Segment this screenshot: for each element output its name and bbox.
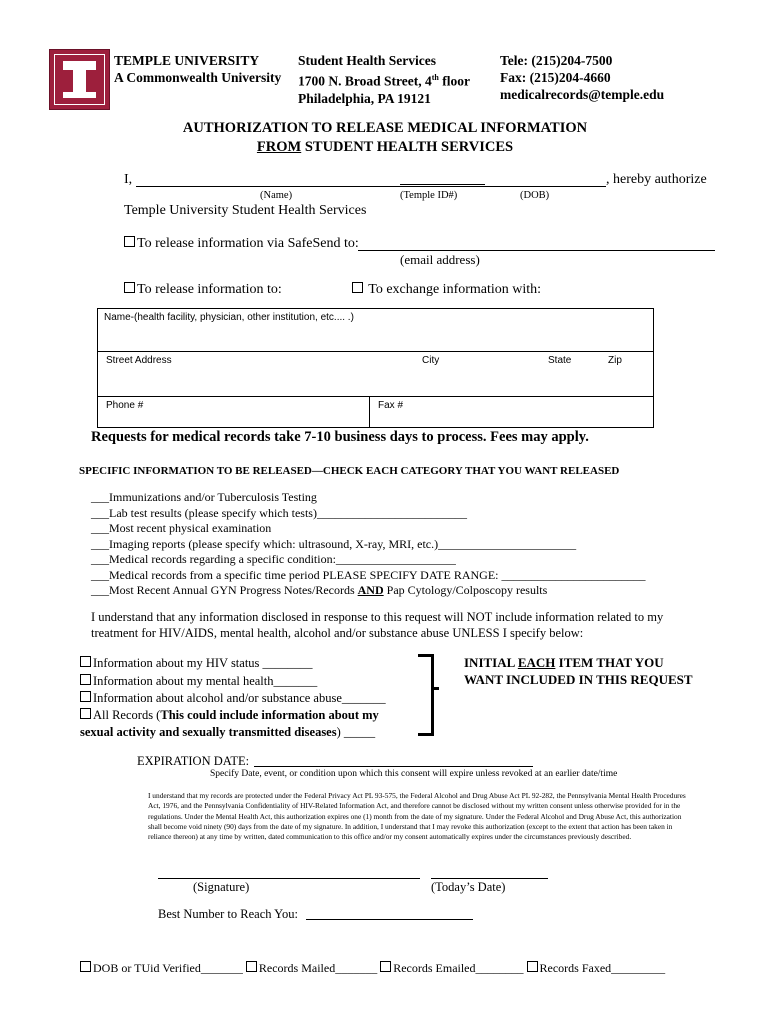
title-line2: FROM STUDENT HEALTH SERVICES bbox=[256, 139, 514, 155]
safesend-email-line[interactable] bbox=[358, 250, 715, 251]
signature-label: (Signature) bbox=[193, 880, 250, 894]
records-faxed-checkbox[interactable] bbox=[527, 961, 538, 972]
title-line1: AUTHORIZATION TO RELEASE MEDICAL INFORMATION bbox=[182, 120, 588, 136]
sensitive-alcohol[interactable]: Information about alcohol and/or substance abuse_______ bbox=[80, 690, 386, 708]
initial-instruction: INITIAL EACH ITEM THAT YOU WANT INCLUDED IN THIS REQUEST bbox=[464, 655, 693, 687]
logo-t-base bbox=[63, 92, 96, 98]
sensitive-hiv[interactable]: Information about my HIV status ________ bbox=[80, 655, 386, 673]
all-records-checkbox[interactable] bbox=[80, 708, 91, 719]
records-emailed-checkbox[interactable] bbox=[380, 961, 391, 972]
university-block bbox=[114, 52, 281, 86]
todays-date-label: (Today’s Date) bbox=[431, 880, 506, 894]
records-mailed-checkbox[interactable] bbox=[246, 961, 257, 972]
office-block bbox=[298, 52, 470, 107]
logo-t-stem bbox=[73, 70, 86, 92]
street-address-field[interactable] bbox=[97, 351, 654, 397]
university-subtitle: A Commonwealth University bbox=[114, 70, 282, 85]
expiration-hint: Specify Date, event, or condition upon which this consent will expire unless revoked at an earlier date/time bbox=[210, 769, 618, 779]
processing-notice: Requests for medical records take 7-10 business days to process. Fees may apply. bbox=[91, 429, 589, 445]
phone-field[interactable]: Phone # bbox=[97, 396, 370, 428]
todays-date-line[interactable] bbox=[431, 878, 548, 879]
category-immunizations[interactable]: ___Immunizations and/or Tuberculosis Testing bbox=[91, 490, 317, 504]
office-address: 1700 N. Broad Street, 4th floor bbox=[298, 73, 470, 89]
legal-disclosure: I understand that my records are protected under the Federal Privacy Act PL 93-575, the Federal Alcohol and Drug Abuse Act PL 92-282, the Pennsylvania Mental Health Procedures Act, 1976, and the Pennsylvania Confidentiality of HIV-Related Information Act, and therefore cannot be disclosed without my written consent unless otherwise provided for in the regulations. Under the Mental Health Act, this authorization expires one (1) month from the date of my signature. Under the Federal Alcohol and Drug Abuse Act, this authorization shall become void ninety (90) days from the date of my signature. In addition, I understand that I may revoke this authorization (except to the extent that action has been taken in reliance thereon) at any time by written, dated communication to this office and/or my consent automatically expires under the circumstances previously described. bbox=[148, 791, 686, 842]
expiration-date-line[interactable] bbox=[254, 766, 533, 767]
authorize-name-line[interactable] bbox=[136, 186, 606, 187]
records-mailed[interactable]: Records Mailed_______ bbox=[246, 961, 377, 975]
safesend-checkbox[interactable] bbox=[124, 236, 135, 247]
best-number-line[interactable] bbox=[306, 919, 473, 920]
category-imaging[interactable]: ___Imaging reports (please specify which: ultrasound, X-ray, MRI, etc.)_______________________ bbox=[91, 536, 577, 551]
sensitive-all-records[interactable]: All Records (This could include information about my sexual activity and sexually transmitted diseases) _____ bbox=[80, 708, 379, 739]
office-name: Student Health Services bbox=[298, 53, 436, 68]
category-lab-results[interactable]: ___Lab test results (please specify which tests)_________________________ bbox=[91, 505, 467, 520]
category-physical-exam[interactable]: ___Most recent physical examination bbox=[91, 521, 272, 535]
release-to-option[interactable]: To release information to: bbox=[124, 282, 282, 298]
authorize-prefix: I, bbox=[124, 172, 133, 187]
records-email: medicalrecords@temple.edu bbox=[500, 87, 665, 102]
contact-block bbox=[500, 52, 664, 103]
hiv-checkbox[interactable] bbox=[80, 656, 91, 667]
state-label: State bbox=[548, 355, 572, 366]
city-label: City bbox=[422, 355, 440, 366]
expiration-label: EXPIRATION DATE: bbox=[137, 754, 250, 768]
records-emailed[interactable]: Records Emailed________ bbox=[380, 961, 523, 975]
office-use-row bbox=[80, 961, 665, 976]
signature-line[interactable] bbox=[158, 878, 420, 879]
fax-field[interactable]: Fax # bbox=[369, 396, 654, 428]
logo-t-top bbox=[63, 61, 96, 70]
sensitive-mental[interactable]: Information about my mental health_______ bbox=[80, 673, 386, 691]
alcohol-checkbox[interactable] bbox=[80, 691, 91, 702]
safesend-option[interactable]: To release information via SafeSend to: bbox=[124, 236, 359, 252]
mental-health-checkbox[interactable] bbox=[80, 674, 91, 685]
tuid-label: (Temple ID#) bbox=[400, 190, 458, 201]
exclusion-statement: I understand that any information disclosed in response to this request will NOT include information related to my treatment for HIV/AIDS, mental health, alcohol and/or substance abuse UNLESS I specify below: bbox=[91, 610, 664, 640]
dob-label: (DOB) bbox=[520, 190, 550, 201]
dob-verified[interactable]: DOB or TUid Verified_______ bbox=[80, 961, 243, 975]
street-label: Street Address bbox=[106, 355, 172, 366]
category-time-period[interactable]: ___Medical records from a specific time period PLEASE SPECIFY DATE RANGE: ________________________ bbox=[91, 567, 646, 582]
dob-verified-checkbox[interactable] bbox=[80, 961, 91, 972]
tuid-overline bbox=[400, 184, 485, 185]
form-title bbox=[0, 119, 770, 157]
recipient-name-field[interactable]: Name-(health facility, physician, other institution, etc.... .) bbox=[97, 308, 654, 352]
temple-logo bbox=[49, 49, 110, 110]
name-label: (Name) bbox=[260, 190, 293, 201]
release-to-checkbox[interactable] bbox=[124, 282, 135, 293]
category-condition[interactable]: ___Medical records regarding a specific condition:____________________ bbox=[91, 552, 456, 566]
fax-number: Fax: (215)204-4660 bbox=[500, 70, 611, 85]
grouping-bracket bbox=[418, 654, 434, 736]
tele-number: Tele: (215)204-7500 bbox=[500, 53, 613, 68]
category-gyn[interactable]: ___Most Recent Annual GYN Progress Notes/Records AND Pap Cytology/Colposcopy results bbox=[91, 583, 548, 597]
authorized-entity: Temple University Student Health Services bbox=[124, 203, 367, 218]
sensitive-list bbox=[80, 655, 386, 708]
email-address-label: (email address) bbox=[400, 252, 480, 267]
zip-label: Zip bbox=[608, 355, 622, 366]
category-list bbox=[91, 490, 645, 599]
university-name: TEMPLE UNIVERSITY bbox=[114, 53, 260, 68]
office-city: Philadelphia, PA 19121 bbox=[298, 90, 431, 106]
records-faxed[interactable]: Records Faxed_________ bbox=[527, 961, 666, 975]
exchange-with-option[interactable]: To exchange information with: bbox=[352, 282, 541, 298]
best-number-label: Best Number to Reach You: bbox=[158, 907, 298, 921]
authorize-suffix: , hereby authorize bbox=[606, 172, 707, 187]
specific-info-heading: SPECIFIC INFORMATION TO BE RELEASED—CHECK EACH CATEGORY THAT YOU WANT RELEASED bbox=[79, 465, 620, 477]
exchange-with-checkbox[interactable] bbox=[352, 282, 363, 293]
